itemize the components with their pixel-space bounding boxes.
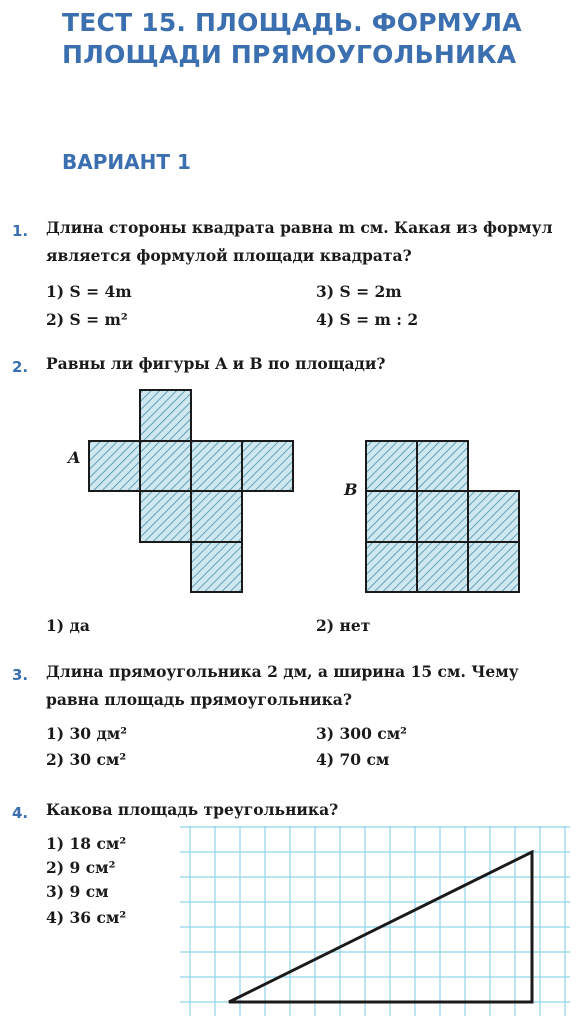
question-3-number: 3. [12, 666, 29, 684]
question-1-option-4[interactable]: 4) S = m : 2 [316, 310, 419, 329]
question-3-text-line-1: Длина прямоугольника 2 дм, а ширина 15 см. Чему [46, 662, 519, 681]
figure-a-cell [140, 390, 191, 441]
figure-b-cell [366, 542, 417, 592]
figure-a [89, 390, 293, 592]
figure-a-cell [242, 441, 293, 491]
question-4-option-1[interactable]: 1) 18 см² [46, 834, 127, 853]
figure-b-cell [366, 491, 417, 542]
figure-b-cell [468, 542, 519, 592]
question-3-option-1[interactable]: 1) 30 дм² [46, 724, 128, 743]
triangle-grid-diagram [180, 826, 580, 1020]
figure-b-cell [417, 491, 468, 542]
figure-b-cell [468, 491, 519, 542]
question-1-text-line-1: Длина стороны квадрата равна m см. Какая из формул [46, 218, 553, 237]
question-3-option-4[interactable]: 4) 70 см [316, 750, 390, 769]
test-title-line-1: ТЕСТ 15. ПЛОЩАДЬ. ФОРМУЛА [62, 8, 522, 37]
question-4-option-2[interactable]: 2) 9 см² [46, 858, 116, 877]
question-1-option-1[interactable]: 1) S = 4m [46, 282, 132, 301]
figure-a-cell [140, 491, 191, 542]
question-1-option-3[interactable]: 3) S = 2m [316, 282, 402, 301]
figure-b-cell [366, 441, 417, 491]
figure-a-label: A [68, 448, 81, 467]
figure-b [366, 441, 519, 592]
question-2-option-2[interactable]: 2) нет [316, 616, 371, 635]
question-2-text: Равны ли фигуры A и B по площади? [46, 354, 386, 373]
figure-b-label: B [344, 480, 358, 499]
question-4-option-4[interactable]: 4) 36 см² [46, 908, 127, 927]
question-1-text-line-2: является формулой площади квадрата? [46, 246, 412, 265]
question-4-option-3[interactable]: 3) 9 см [46, 882, 109, 901]
figure-b-cell [417, 441, 468, 491]
question-1-option-2[interactable]: 2) S = m² [46, 310, 128, 329]
figures-a-b-diagram [0, 380, 582, 610]
question-3-option-2[interactable]: 2) 30 см² [46, 750, 127, 769]
grid-lines [180, 826, 570, 1016]
figure-a-cell [89, 441, 140, 491]
variant-heading: ВАРИАНТ 1 [62, 150, 191, 174]
question-3-option-3[interactable]: 3) 300 см² [316, 724, 407, 743]
figure-b-cell [417, 542, 468, 592]
question-2-option-1[interactable]: 1) да [46, 616, 90, 635]
test-title-line-2: ПЛОЩАДИ ПРЯМОУГОЛЬНИКА [62, 40, 517, 69]
question-4-number: 4. [12, 804, 29, 822]
question-2-number: 2. [12, 358, 29, 376]
figure-a-cell [140, 441, 191, 491]
figure-a-cell [191, 491, 242, 542]
figure-a-cell [191, 441, 242, 491]
figure-a-cell [191, 542, 242, 592]
question-1-number: 1. [12, 222, 29, 240]
question-4-text: Какова площадь треугольника? [46, 800, 339, 819]
question-3-text-line-2: равна площадь прямоугольника? [46, 690, 352, 709]
